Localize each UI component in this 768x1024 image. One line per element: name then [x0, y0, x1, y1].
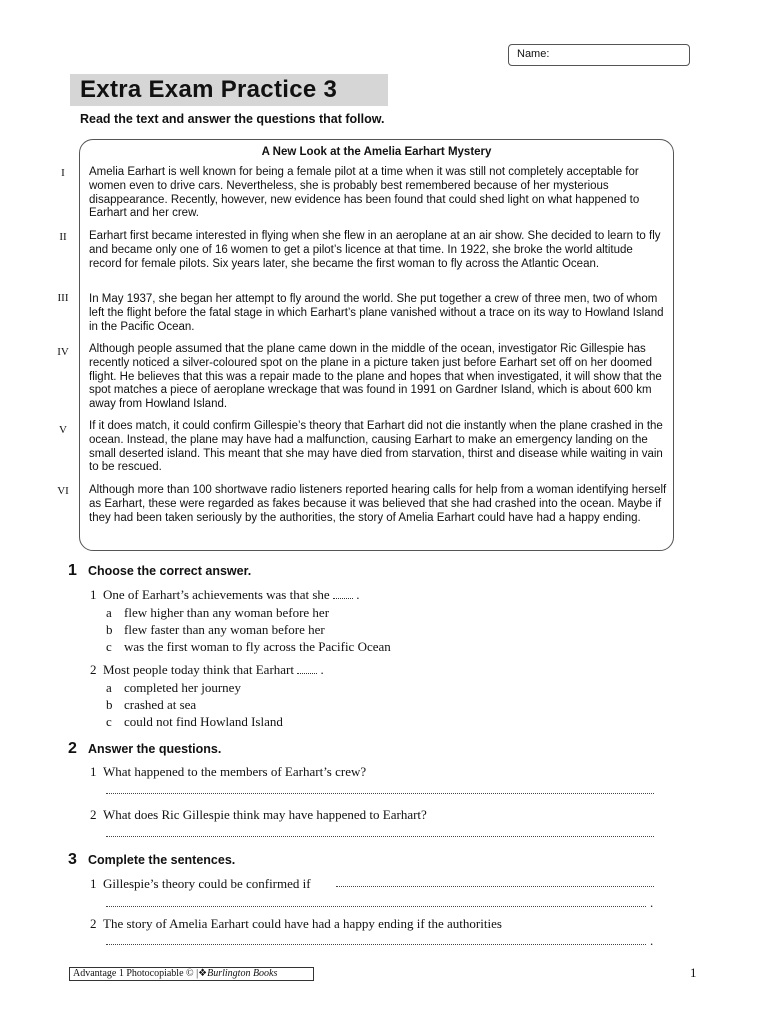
question-number: 2 [90, 807, 97, 822]
question-text: The story of Amelia Earhart could have had a happy ending if the authorities [103, 916, 502, 931]
instruction: Read the text and answer the questions that follow. [80, 112, 385, 126]
sentence-end: . [650, 933, 654, 948]
section-heading: Answer the questions. [88, 742, 222, 756]
question-number: 1 [90, 587, 97, 602]
paragraph-marker: III [57, 292, 69, 304]
footer-credit [69, 967, 314, 981]
page-title: Extra Exam Practice 3 [80, 76, 338, 103]
question-end: . [356, 587, 360, 602]
name-field[interactable] [508, 44, 690, 66]
article-paragraph: Although people assumed that the plane came down in the middle of the ocean, investigator Ric Gillespie has recently noticed a silver-coloured spot on the plane in a picture taken just before Earhart set off on her doomed flight. He believes that this was a repair made to the plane and hopes that when investigated, it will show that the spot matches a piece of aeroplane wreckage that was found in 1991 on Gardner Island, which is about 600 km away from Howland Island. [89, 343, 662, 411]
question [90, 916, 502, 932]
option-text[interactable]: was the first woman to fly across the Pacific Ocean [124, 639, 391, 654]
option-letter: a [106, 680, 112, 695]
answer-line[interactable] [106, 836, 654, 837]
section-heading: Complete the sentences. [88, 853, 236, 867]
question-number: 2 [90, 662, 97, 677]
paragraph-marker: II [59, 231, 67, 243]
section-heading: Choose the correct answer. [88, 564, 252, 578]
publisher-logo-icon: ❖ [198, 968, 208, 979]
question-text: Most people today think that Earhart [103, 662, 294, 677]
sentence-end: . [650, 895, 654, 910]
article-paragraph: Amelia Earhart is well known for being a female pilot at a time when it was still not completely acceptable for women even to drive cars. Nevertheless, she is probably best remembered because of her mysterious disappearance. Recently, however, new evidence has been found that could shed light on what happened to Earhart and her crew. [89, 166, 640, 220]
question-text: Gillespie’s theory could be confirmed if [103, 876, 311, 891]
option-text[interactable]: flew faster than any woman before her [124, 622, 325, 637]
section-number: 2 [68, 740, 77, 757]
question-text: What happened to the members of Earhart’s crew? [103, 764, 367, 779]
article-paragraph: If it does match, it could confirm Gillespie’s theory that Earhart did not die instantly when the plane crashed in the ocean. Instead, the plane may have had a malfunction, causing Earhart to make an emergency landing on the small deserted island. This meant that she may have died from starvation, thirst and disease while waiting in vain to be rescued. [89, 420, 663, 474]
option-text[interactable]: crashed at sea [124, 697, 197, 712]
answer-line[interactable] [336, 886, 654, 887]
article-paragraph: In May 1937, she began her attempt to fly around the world. She put together a crew of three men, two of whom left the flight before the fatal stage in which Earhart’s plane vanished without a trace on its way to Howland Island in the Pacific Ocean. [89, 293, 664, 333]
question-number: 2 [90, 916, 97, 931]
option-letter: a [106, 605, 112, 620]
answer-blank[interactable] [297, 665, 317, 674]
article-title: A New Look at the Amelia Earhart Mystery [261, 146, 492, 158]
answer-line[interactable] [106, 793, 654, 794]
question [90, 807, 427, 823]
question-number: 1 [90, 876, 97, 891]
option-text[interactable]: flew higher than any woman before her [124, 605, 330, 620]
article-paragraph: Although more than 100 shortwave radio listeners reported hearing calls for help from a woman identifying herself as Earhart, these were regarded as fakes because it was believed that she had crashed into the ocean. Maybe if they had been taken seriously by the authorities, the story of Amelia Earhart could have had a happy ending. [89, 484, 667, 524]
paragraph-marker: I [61, 167, 65, 179]
name-label: Name: [517, 48, 550, 60]
section-number: 1 [68, 562, 77, 579]
paragraph-marker: IV [57, 346, 69, 358]
question-text: What does Ric Gillespie think may have happened to Earhart? [103, 807, 427, 822]
option-letter: c [106, 714, 112, 729]
answer-line[interactable] [106, 944, 646, 945]
question [90, 587, 359, 603]
question-number: 1 [90, 764, 97, 779]
page-number: 1 [690, 965, 697, 980]
option-letter: b [106, 697, 113, 712]
question [90, 662, 324, 678]
publisher-name: Burlington Books [207, 968, 278, 979]
option-letter: c [106, 639, 112, 654]
footer-text: Advantage 1 Photocopiable © | [73, 968, 199, 979]
option-letter: b [106, 622, 113, 637]
question-text: One of Earhart’s achievements was that she [103, 587, 330, 602]
option-text[interactable]: completed her journey [124, 680, 241, 695]
paragraph-marker: V [59, 424, 67, 436]
question [90, 876, 311, 892]
section-number: 3 [68, 851, 77, 868]
article-paragraph: Earhart first became interested in flying when she flew in an aeroplane at an air show. She decided to learn to fly and became only one of 16 women to get a pilot’s licence at that time. In 1922, she broke the world altitude record for female pilots. Six years later, she became the first woman to fly across the Atlantic Ocean. [89, 230, 661, 270]
question-end: . [320, 662, 324, 677]
answer-blank[interactable] [333, 590, 353, 599]
question [90, 764, 366, 780]
paragraph-marker: VI [57, 485, 69, 497]
answer-line[interactable] [106, 906, 646, 907]
option-text[interactable]: could not find Howland Island [124, 714, 283, 729]
